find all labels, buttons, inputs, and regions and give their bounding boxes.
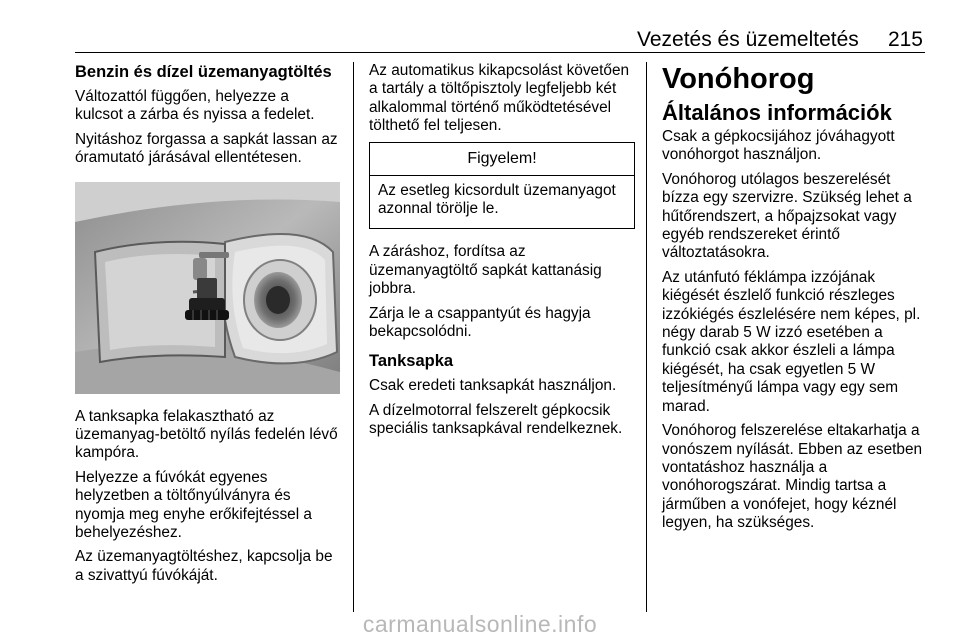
column-middle: [369, 62, 635, 445]
section-heading: Tanksapka: [369, 352, 454, 371]
paragraph: Csak a gépkocsijához jóváhagyott vonóhorgot használjon.: [662, 128, 895, 164]
warning-text: Az esetleg kicsordult üzemanyagot azonnal törölje le.: [378, 181, 616, 218]
paragraph: Az üzemanyagtöltéshez, kapcsolja be a szivattyú fúvókáját.: [75, 548, 333, 584]
chapter-title: Vonóhorog: [662, 63, 815, 95]
paragraph: A tanksapka felakasztható az üzemanyag-betöltő nyílás fedelén lévő kampóra.: [75, 407, 338, 462]
page-number: 215: [887, 28, 923, 51]
paragraph: Zárja le a csappantyút és hagyja bekapcsolódni.: [369, 304, 591, 341]
column-left: [75, 62, 340, 591]
paragraph: Nyitáshoz forgassa a sapkát lassan az óramutató járásával ellentétesen.: [75, 130, 338, 167]
paragraph: Helyezze a fúvókát egyenes helyzetben a töltőnyúlványra és nyomja meg enyhe erőkifejtéssel a behelyezéshez.: [75, 468, 312, 542]
header-title: Vezetés és üzemeltetés: [637, 28, 859, 51]
fuel-cap-photo: [75, 182, 340, 394]
paragraph: Vonóhorog utólagos beszerelését bízza egy szervizre. Szükség lehet a hűtőrendszert, a hőpajzsokat vagy egyéb rendszereket érintő változtatásokra.: [662, 170, 912, 262]
paragraph: Változattól függően, helyezze a kulcsot a zárba és nyissa a fedelet.: [75, 88, 315, 124]
paragraph: Csak eredeti tanksapkát használjon.: [369, 377, 617, 395]
warning-box: [369, 142, 635, 230]
column-divider: [646, 62, 647, 612]
page-header: [75, 26, 925, 54]
watermark: carmanualsonline.info: [362, 611, 598, 637]
header-rule: [75, 52, 925, 53]
paragraph: Az automatikus kikapcsolást követően a tartály a töltőpisztoly legfeljebb két alkalommal történő működtetésével tölthető fel teljesen.: [369, 62, 630, 135]
warning-title: Figyelem!: [370, 143, 634, 176]
paragraph: Vonóhorog felszerelése eltakarhatja a vonószem nyílását. Ebben az esetben vontatáshoz használja a vonóhorogszárat. Mindig tartsa a járműben a vonófejet, hogy kéznél legyen, ha szükséges.: [662, 422, 923, 532]
section-subtitle: Általános információk: [662, 100, 892, 125]
paragraph: A dízelmotorral felszerelt gépkocsik speciális tanksapkával rendelkeznek.: [369, 401, 623, 438]
section-heading: Benzin és dízel üzemanyagtöltés: [75, 63, 332, 81]
column-divider: [353, 62, 354, 612]
column-right: [662, 62, 930, 539]
paragraph: A záráshoz, fordítsa az üzemanyagtöltő sapkát kattanásig jobbra.: [369, 243, 602, 298]
paragraph: Az utánfutó féklámpa izzójának kiégését észlelő funkció részleges izzókiégés észlelésére nem képes, pl. négy darab 5 W izzó esetében a funkció csak akkor észleli a lámpa kiégését, ha csak egyetlen 5 W teljesítményű lámpa vagy egy sem marad.: [662, 268, 921, 415]
